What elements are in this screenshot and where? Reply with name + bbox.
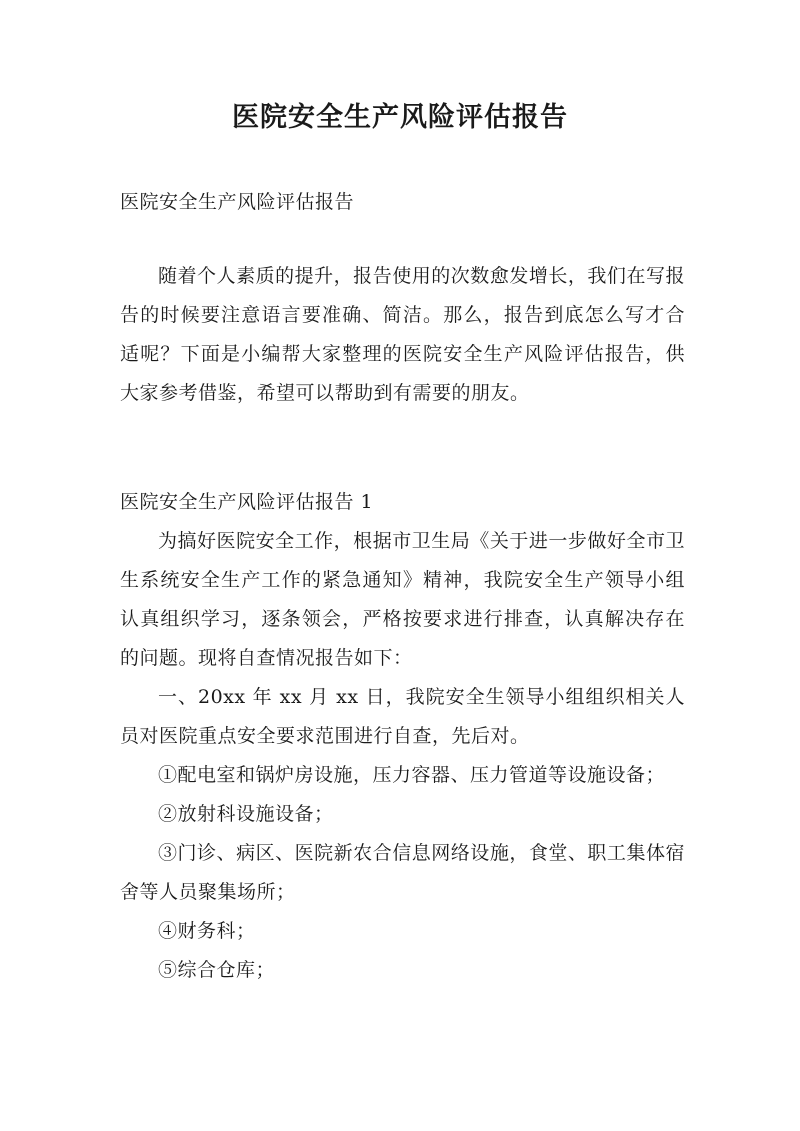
list-item: ②放射科设施设备；	[158, 803, 334, 825]
list-item: ①配电室和锅炉房设施，压力容器、压力管道等设施设备；	[158, 764, 666, 786]
list-item: ④财务科；	[158, 920, 256, 942]
section-heading: 医院安全生产风险评估报告 1	[120, 491, 374, 513]
list-item: ⑤综合仓库；	[158, 959, 276, 981]
body-paragraph: 一、20xx 年 xx 月 xx 日，我院安全生领导小组组织相关人员对医院重点安全要求范围进行自查，先后对。	[120, 686, 685, 747]
document-title: 医院安全生产风险评估报告	[232, 102, 568, 133]
document-subtitle: 医院安全生产风险评估报告	[120, 191, 355, 213]
list-item: ③门诊、病区、医院新农合信息网络设施，食堂、职工集体宿舍等人员聚集场所；	[120, 842, 685, 903]
intro-paragraph: 随着个人素质的提升，报告使用的次数愈发增长，我们在写报告的时候要注意语言要准确、简洁。那么，报告到底怎么写才合适呢？下面是小编帮大家整理的医院安全生产风险评估报告，供大家参考借鉴，希望可以帮助到有需要的朋友。	[120, 265, 685, 404]
body-paragraph: 为搞好医院安全工作，根据市卫生局《关于进一步做好全市卫生系统安全生产工作的紧急通知》精神，我院安全生产领导小组认真组织学习，逐条领会，严格按要求进行排查，认真解决存在的问题。现将自查情况报告如下：	[120, 530, 685, 669]
report-body	[120, 522, 685, 990]
